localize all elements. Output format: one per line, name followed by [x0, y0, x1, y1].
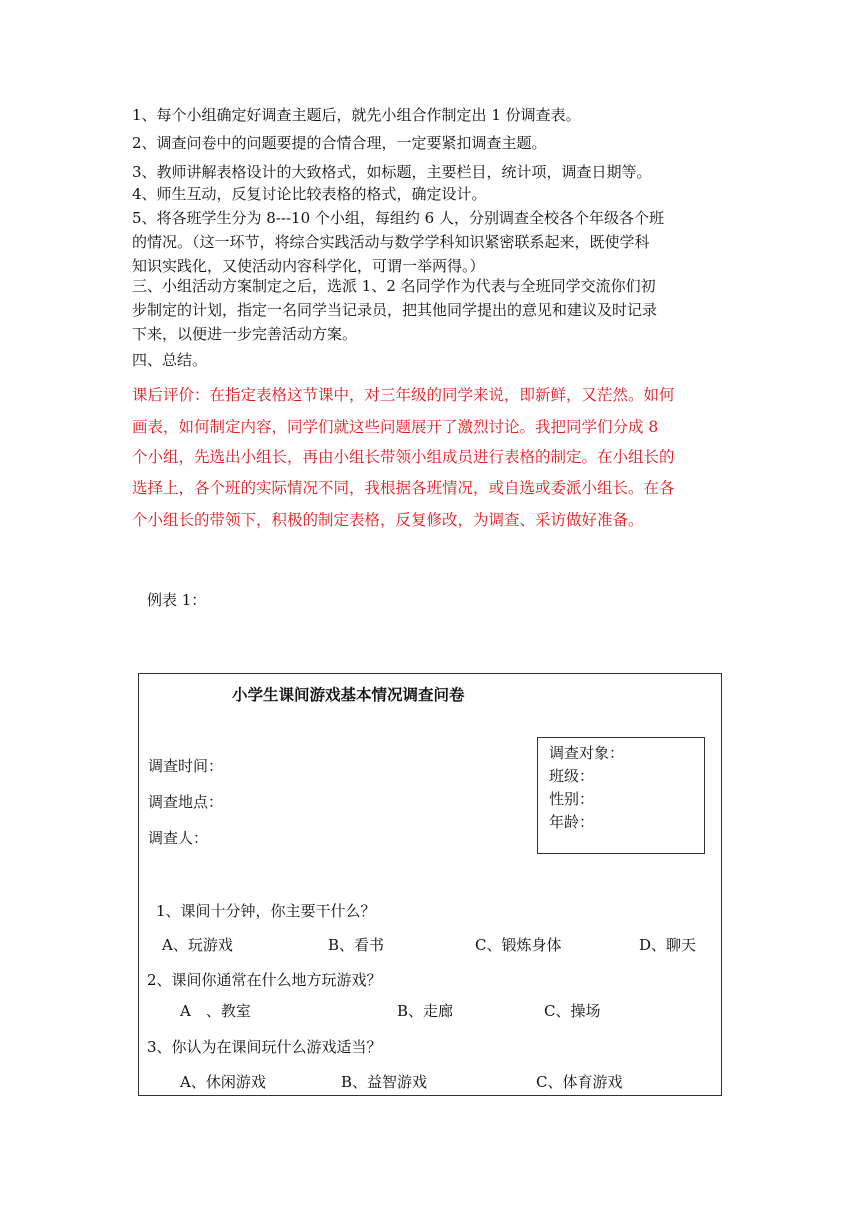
q3-option-c: C、体育游戏 — [536, 1073, 623, 1091]
paragraph-line: 三、小组活动方案制定之后，选派 1、2 名同学作为代表与全班同学交流你们初 — [132, 277, 656, 295]
survey-location-field: 调查地点： — [148, 793, 224, 811]
gender-label: 性别： — [549, 790, 595, 808]
survey-form — [138, 673, 722, 1096]
paragraph-line: 1、每个小组确定好调查主题后，就先小组合作制定出 1 份调查表。 — [132, 106, 581, 124]
evaluation-line: 画表，如何制定内容，同学们就这些问题展开了激烈讨论。我把同学们分成 8 — [132, 418, 659, 436]
evaluation-line: 个小组长的带领下，积极的制定表格，反复修改，为调查、采访做好准备。 — [132, 511, 644, 529]
survey-time-field: 调查时间： — [148, 757, 224, 775]
evaluation-line: 个小组，先选出小组长，再由小组长带领小组成员进行表格的制定。在小组长的 — [132, 448, 675, 466]
surveyor-field: 调查人： — [148, 829, 209, 847]
paragraph-line: 下来，以便进一步完善活动方案。 — [132, 325, 358, 343]
q1-option-b: B、看书 — [328, 936, 385, 954]
paragraph-line: 四、总结。 — [132, 351, 208, 369]
age-label: 年龄： — [549, 813, 595, 831]
paragraph-line: 5、将各班学生分为 8---10 个小组，每组约 6 人，分别调查全校各个年级各个班 — [132, 209, 664, 227]
question-1: 1、课间十分钟，你主要干什么？ — [156, 902, 376, 920]
paragraph-line: 4、师生互动，反复讨论比较表格的格式，确定设计。 — [132, 185, 487, 203]
q1-option-c: C、锻炼身体 — [475, 936, 562, 954]
q2-option-a: A 、教室 — [180, 1002, 251, 1020]
q2-option-c: C、操场 — [544, 1002, 601, 1020]
target-label: 调查对象： — [549, 744, 625, 762]
q3-option-a: A、休闲游戏 — [180, 1073, 266, 1091]
paragraph-line: 3、教师讲解表格设计的大致格式，如标题，主要栏目，统计项，调查日期等。 — [132, 163, 652, 181]
form-title: 小学生课间游戏基本情况调查问卷 — [232, 686, 465, 704]
evaluation-line: 课后评价：在指定表格这节课中，对三年级的同学来说，即新鲜，又茫然。如何 — [132, 386, 675, 404]
example-label: 例表 1： — [147, 591, 207, 609]
survey-target-box — [537, 737, 705, 854]
paragraph-line: 的情况。（这一环节，将综合实践活动与数学学科知识紧密联系起来，既使学科 — [132, 233, 650, 251]
q1-option-a: A、玩游戏 — [162, 936, 233, 954]
evaluation-line: 选择上，各个班的实际情况不同，我根据各班情况，或自选或委派小组长。在各 — [132, 479, 675, 497]
question-3: 3、你认为在课间玩什么游戏适当？ — [147, 1038, 382, 1056]
class-label: 班级： — [549, 767, 595, 785]
q3-option-b: B、益智游戏 — [341, 1073, 428, 1091]
q1-option-d: D、聊天 — [639, 936, 697, 954]
q2-option-b: B、走廊 — [397, 1002, 454, 1020]
paragraph-line: 知识实践化，又使活动内容科学化，可谓一举两得。） — [132, 257, 485, 275]
question-2: 2、课间你通常在什么地方玩游戏？ — [147, 971, 382, 989]
paragraph-line: 2、调查问卷中的问题要提的合情合理，一定要紧扣调查主题。 — [132, 134, 547, 152]
paragraph-line: 步制定的计划，指定一名同学当记录员，把其他同学提出的意见和建议及时记录 — [132, 301, 658, 319]
